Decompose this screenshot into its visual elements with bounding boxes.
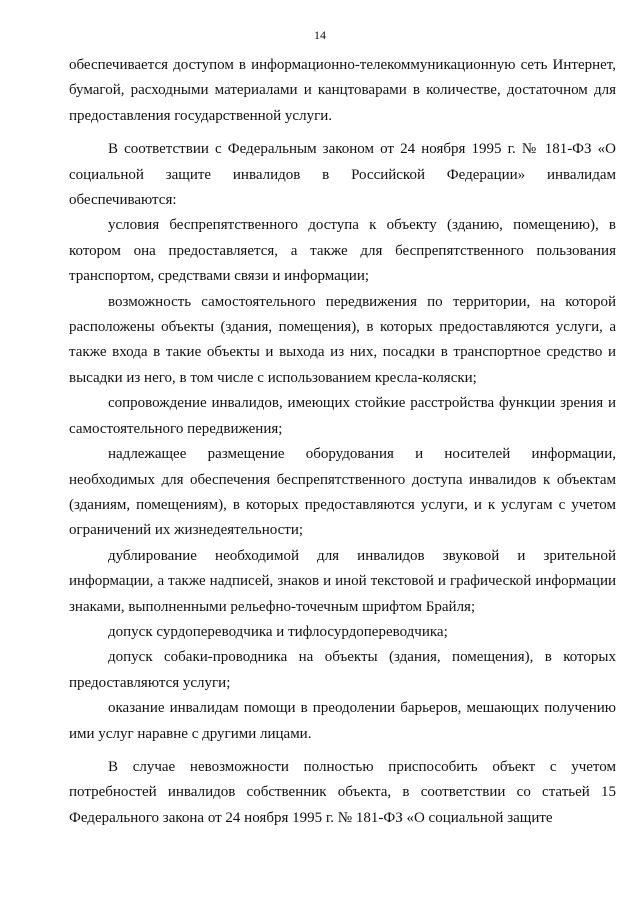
list-item-guide-dog: допуск собаки-проводника на объекты (здания, помещения), в которых предоставляются услуги;: [69, 649, 616, 691]
list-item-movement: возможность самостоятельного передвижения по территории, на которой расположены объекты (здания, помещения), в которых предоставляются услуги, а также входа в такие объекты и выхода из них, посадки в транспортное средство и высадки из него, в том числе с использованием кресла-коляски;: [69, 293, 616, 386]
list-item-access-conditions: условия беспрепятственного доступа к объекту (зданию, помещению), в котором она предоставляется, а также для беспрепятственного пользования транспортом, средствами связи и информации;: [69, 217, 616, 285]
list-item-equipment: надлежащее размещение оборудования и носителей информации, необходимых для обеспечения беспрепятственного доступа инвалидов к объектам (зданиям, помещениям), в которых предоставляются услуги, и к услугам с учетом ограничений их жизнедеятельности;: [69, 446, 616, 539]
list-item-escort: сопровождение инвалидов, имеющих стойкие расстройства функции зрения и самостоятельного передвижения;: [69, 395, 616, 437]
list-item-duplication: дублирование необходимой для инвалидов звуковой и зрительной информации, а также надписей, знаков и иной текстовой и графической информации знаками, выполненными рельефно-точечным шрифтом Брайля;: [69, 547, 616, 615]
body-text: [69, 53, 616, 831]
page-number: 14: [314, 28, 326, 42]
paragraph-continuation: обеспечивается доступом в информационно-телекоммуникационную сеть Интернет, бумагой, расходными материалами и канцтоварами в количестве, достаточном для предоставления государственной услуги.: [69, 57, 616, 124]
list-item-assistance: оказание инвалидам помощи в преодолении барьеров, мешающих получению ими услуг наравне с другими лицами.: [69, 700, 616, 742]
paragraph-federal-law: В соответствии с Федеральным законом от 24 ноября 1995 г. № 181-ФЗ «О социальной защите инвалидов в Российской Федерации» инвалидам обеспечиваются:: [69, 141, 616, 209]
list-item-interpreter: допуск сурдопереводчика и тифлосурдопереводчика;: [108, 623, 448, 640]
paragraph-owner-obligation: В случае невозможности полностью приспособить объект с учетом потребностей инвалидов собственник объекта, в соответствии со статьей 15 Федерального закона от 24 ноября 1995 г. № 181-ФЗ «О социальной защите: [69, 758, 616, 826]
